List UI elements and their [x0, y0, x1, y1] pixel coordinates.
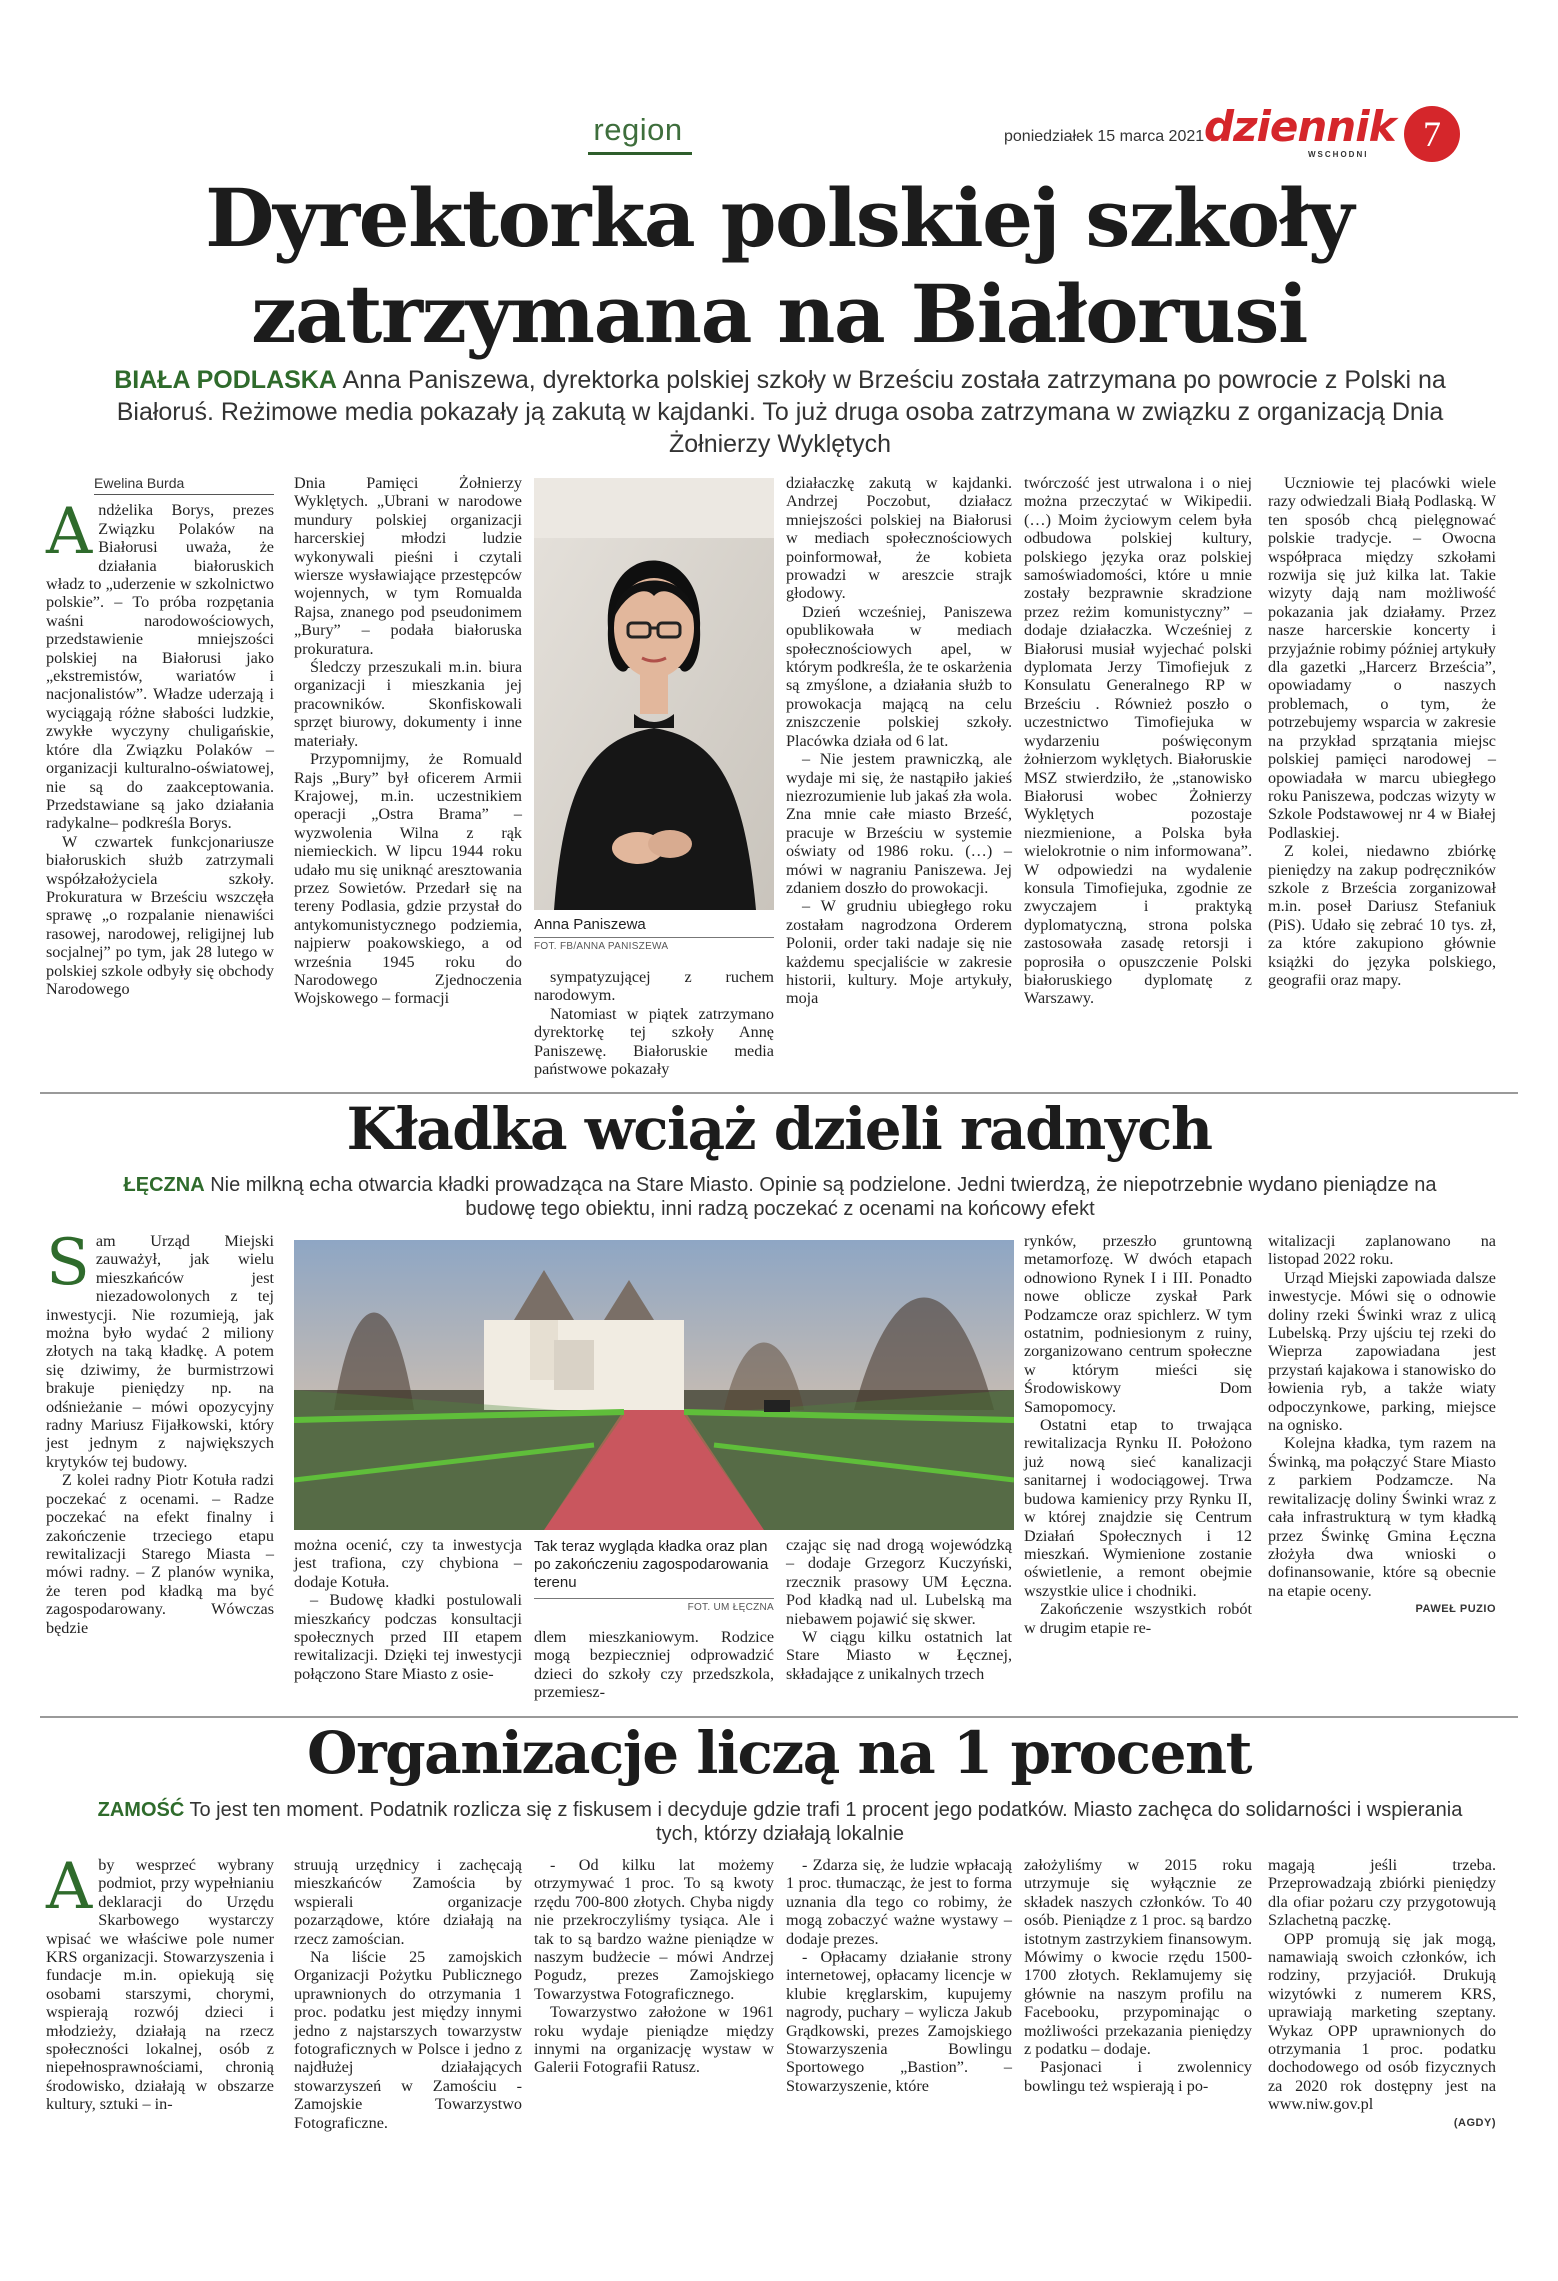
article1-paragraph: twórczość jest utrwalona i o niej można przeczytać w Wikipedii. (…) Moim życiowym celem była odbudowa polskiej kultury, polskiego języka oraz polskiej samoświadomości, które u mnie zostały bezprawnie skradzione przez reżim komunistyczny” – dodaje działaczka. Wcześniej z Białorusi musiał wyjechać polski dyplomata Jerzy Timofiejuk z Konsulatu Generalnego RP w Brześciu . Również poszło o uczestnictwo Timofiejuka w wydarzeniu poświęconym żołnierzom wyklętych. Białoruskie MSZ stwierdziło, że „stanowisko Białorusi wobec Żołnierzy Wyklętych pozostaje niezmienione, a Polska była wielokrotnie o nim informowana”. W odpowiedzi na wydalenie konsula Timofiejuka, zgodnie ze zwyczajem i praktyką dyplomatyczną, strona polska zastosowała zasadę retorsji i poprosiła o opuszczenie Polski białoruskiego dyplomatę z Warszawy.: [1024, 474, 1252, 1008]
article1-dropcap: A: [46, 495, 93, 570]
article3-paragraph: OPP promują się jak mogą, namawiają swoich członków, ich rodziny, przyjaciół. Drukują wizytówki z numerem KRS, uprawiają marketing szeptany. Wykaz OPP uprawnionych do otrzymania 1 proc. podatku dochodowego od osób fizycznych za 2020 rok dostępny jest na www.niw.gov.pl: [1268, 1929, 1496, 2114]
article3-column-5: [1024, 1856, 1252, 2095]
section-label: region: [593, 112, 683, 147]
article1-photo-credit: FOT. FB/ANNA PANISZEWA: [534, 941, 669, 952]
article1-paragraph: W czwartek funkcjonariusze białoruskich służb zatrzymali współzałożyciela szkoły. Prokuratura w Brześciu wszczęła sprawę „o rozpalanie nienawiści rasowej, narodowej, religijnej lub socjalnej” po tym, jak 28 lutego w polskiej szkole odbyły się obchody Narodowego: [46, 832, 274, 998]
article3-paragraph: Na liście 25 zamojskich Organizacji Pożytku Publicznego uprawnionych do otrzymania 1 proc. podatku jest między innymi jedno z najstarszych towarzystw fotograficznych w Polsce i jedno z najdłużej działających stowarzyszeń w Zamościu - Zamojskie Towarzystwo Fotograficzne.: [294, 1948, 522, 2132]
article1-lead-text: Anna Paniszewa, dyrektorka polskiej szkoły w Brześciu została zatrzymana po powrocie z Polski na Białoruś. Reżimowe media pokazały ją zakutą w kajdanki. To już druga osoba zatrzymana w związku z organizacją Dnia Żołnierzy Wyklętych: [116, 366, 1446, 458]
article1-paragraph: działaczkę zakutą w kajdanki. Andrzej Poczobut, działacz mniejszości polskiej na Białorusi w mediach społecznościowych poinformował, że kobieta prowadzi w areszcie strajk głodowy.: [786, 474, 1012, 603]
article1-photo: [534, 478, 774, 910]
article3-lead-place: ZAMOŚĆ: [97, 1799, 185, 1821]
article2-column-4: [786, 1536, 1012, 1683]
article1-paragraph: – Nie jestem prawniczką, ale wydaje mi się, że nastąpiło jakieś niezrozumienie lub jakaś zła wola. Zna mnie całe miasto Brześć, pracuje w Brześciu w systemie oświaty od 1986 roku. (…) – mówi w nagraniu Paniszewa. Jej zdaniem doszło do prowokacji.: [786, 750, 1012, 897]
article2-paragraph: W ciągu kilku ostatnich lat Stare Miasto w Łęcznej, składające z unikalnych trzech: [786, 1628, 1012, 1683]
article3-paragraph: - Od kilku lat możemy otrzymywać 1 proc. To są kwoty rzędu 700-800 złotych. Chyba nigdy nie przekroczyliśmy tysiąca. Ale i tak to są bardzo ważne pieniądze w naszym budżecie – mówi Andrzej Pogudz, prezes Zamojskiego Towarzystwa Fotograficznego.: [534, 1856, 774, 2003]
article2-column-1: [46, 1226, 274, 1637]
newspaper-logo[interactable]: [1204, 102, 1396, 160]
article2-paragraph: witalizacji zaplanowano na listopad 2022 roku.: [1268, 1232, 1496, 1269]
article2-paragraph: Zakończenie wszystkich robót w drugim etapie re-: [1024, 1600, 1252, 1637]
article2-paragraph: Kolejna kładka, tym razem na Świnką, ma połączyć Stare Miasto z parkiem Podzamcze. Na rewitalizację doliny Świnki wraz z cała infrastrukturą w tym kładką przez Świnkę Gmina Łęczna złożyła dwa wnioski o dofinansowanie, które są obecnie na etapie oceny.: [1268, 1434, 1496, 1600]
footbridge-photo-illustration: [294, 1240, 1014, 1530]
article2-column-2: [294, 1536, 522, 1683]
page-number-badge: 7: [1404, 106, 1460, 162]
article2-paragraph: Ostatni etap to trwająca rewitalizacja Rynku II. Położono już nową sieć kanalizacji sanitarnej i wodociągowej. Trwa budowa kamienicy przy Rynku II, w której znajdzie się Centrum Działań Społecznych i 12 mieszkań. Wymienione zostanie oświetlenie, a remont obejmie wszystkie ulice i chodniki.: [1024, 1416, 1252, 1600]
article1-column-3: [534, 968, 774, 1078]
logo-subtitle: WSCHODNI: [1308, 150, 1369, 159]
section-rule: [588, 152, 692, 155]
article3-paragraph: Pasjonaci i zwolennicy bowlingu też wspierają i po-: [1024, 2058, 1252, 2095]
article3-paragraph: - Opłacamy działanie strony internetowej, opłacamy licencje w klubie kręglarskim, kupujemy nagrody, puchary – wylicza Jakub Grądkowski, prezes Zamojskiego Stowarzyszenia Bowlingu Sportowego „Bastion”. – Stowarzyszenie, które: [786, 1948, 1012, 2095]
article2-headline: Kładka wciąż dzieli radnych: [346, 1095, 1212, 1163]
article2-dropcap: S: [46, 1226, 90, 1300]
article3-paragraph: założyliśmy w 2015 roku utrzymuje się wyłącznie ze składek naszych członków. To 40 osób. Pieniądze z 1 proc. są bardzo istotnym zastrzykiem finansowym. Mówimy o kwocie rzędu 1500-1700 złotych. Reklamujemy się głównie na naszym profilu na Facebooku, przypominając o możliwości przekazania pieniędzy z podatku – dodaje.: [1024, 1856, 1252, 2059]
article2-lead-place: ŁĘCZNA: [123, 1174, 205, 1196]
article2-column-3: [534, 1628, 774, 1702]
article1-column-6: [1268, 474, 1496, 989]
portrait-photo-illustration: [534, 478, 774, 910]
article1-paragraph: Śledczy przeszukali m.in. biura organizacji i mieszkania jej pracowników. Skonfiskowali sprzęt biurowy, dokumenty i inne materiały.: [294, 658, 522, 750]
article2-paragraph: Z kolei radny Piotr Kotuła radzi poczekać z ocenami. – Radze poczekać na efekt finalny i zakończenie trzeciego etapu rewitalizacji Starego Miasta – mówi radny. – Z planów wynika, że teren pod kładką ma być zagospodarowany. Wówczas będzie: [46, 1471, 274, 1637]
article1-paragraph: Uczniowie tej placówki wiele razy odwiedzali Białą Podlaską. W ten sposób chcą pielęgnować polskie tradycje. – Owocna współpraca między szkołami rozwija się już kilka lat. Takie wizyty dają nam możliwość pokazania jak działamy. Przez nasze harcerskie koncerty i przyjaźnie robimy później artykuły dla gazetki „Harcerz Brześcia”, opowiadamy o naszych problemach, o tym, że potrzebujemy wsparcia w zakresie na przykład sprzątania miejsc polskiej pamięci narodowej –opowiadała w marcu ubiegłego roku Paniszewa, podczas wizyty w Szkole Podstawowej nr 4 w Białej Podlaskiej.: [1268, 474, 1496, 842]
article3-dropcap: A: [46, 1850, 93, 1924]
article3-paragraph: - Zdarza się, że ludzie wpłacają 1 proc. tłumacząc, że jest to forma uznania dla tego co robimy, że mogą zobaczyć ważne wystawy – dodaje prezes.: [786, 1856, 1012, 1948]
article1-column-5: [1024, 474, 1252, 1008]
article2-photo-caption: Tak teraz wygląda kładka oraz plan po zakończeniu zagospodarowania terenu: [534, 1538, 769, 1591]
article2-paragraph: czając się nad drogą wojewódzką – dodaje Grzegorz Kuczyński, rzecznik prasowy UM Łęczna. Pod kładką nad ul. Lubelską ma niebawem pojawić się skwer.: [786, 1536, 1012, 1628]
article2-lead: [86, 1173, 1474, 1221]
article1-paragraph: ndżelika Borys, prezes Związku Polaków na Białorusi uważa, że działania białoruskich władz to „uderzenie w szkolnictwo polskie”. – To próba rozpętania waśni narodowościowych, przedstawienie mniejszości polskiej na Białorusi jako „ekstremistów, wariatów i nacjonalistów”. Władze uderzają i wyciągają różne słabości ludzkie, zwykłe wyczyny chuligańskie, które dla Związku Polaków – organizacji kulturalno-oświatowej, nie są do zaakceptowania. Przedstawiane są jako działania radykalne– podkreśla Borys.: [46, 501, 274, 833]
article2-paragraph: Urząd Miejski zapowiada dalsze inwestycje. Mówi się o odnowie doliny rzeki Świnki wraz z ulicą Lubelską. Przy ujściu tej rzeki do Wieprza zapowiadana jest przystań kajakowa i stanowisko do łowienia ryb, a także wiaty odpoczynkowe, parking, miejsce na ognisko.: [1268, 1268, 1496, 1435]
article1-paragraph: Natomiast w piątek zatrzymano dyrektorkę tej szkoły Annę Paniszewę. Białoruskie media państwowe pokazały: [534, 1004, 774, 1079]
article3-headline: Organizacje liczą na 1 procent: [307, 1719, 1251, 1787]
caption-rule: [534, 1598, 774, 1599]
article1-byline: Ewelina Burda: [94, 474, 274, 495]
article2-photo: [294, 1240, 1014, 1530]
article2-photo-credit: FOT. UM ŁĘCZNA: [687, 1602, 774, 1613]
article2-column-5: [1024, 1232, 1252, 1637]
article1-column-2: [294, 474, 522, 1008]
article1-paragraph: Dzień wcześniej, Paniszewa opublikowała w mediach społecznościowych apel, w którym podkreśla, że te oskarżenia są zmyślone, a działania służb to prowokacja mającą na celu zniszczenie polskiej szkoły. Placówka działa od 6 lat.: [786, 602, 1012, 750]
article3-column-2: [294, 1856, 522, 2132]
article1-lead-place: BIAŁA PODLASKA: [114, 366, 337, 394]
article1-paragraph: – W grudniu ubiegłego roku zostałam nagrodzona Orderem Polonii, order taki nadaje się nie każdemu specjaliście w zakresie historii, kultury. Moje artykuły, moja: [786, 897, 1012, 1008]
article3-paragraph: Towarzystwo założone w 1961 roku wydaje pieniądze między innymi na organizację wystaw w Galerii Fotografii Ratusz.: [534, 2003, 774, 2077]
article2-lead-text: Nie milkną echa otwarcia kładki prowadząca na Stare Miasto. Opinie są podzielone. Jedni twierdzą, że niepotrzebnie wydano pieniądze na budowę tego obiektu, inni radzą poczekać z ocenami na końcowy efekt: [210, 1174, 1437, 1220]
article3-column-4: [786, 1856, 1012, 2095]
article3-column-3: [534, 1856, 774, 2077]
caption-rule: [534, 937, 774, 938]
article3-column-6: [1268, 1856, 1496, 2132]
article2-paragraph: można ocenić, czy ta inwestycja jest trafiona, czy chybiona – dodaje Kotuła.: [294, 1536, 522, 1591]
article3-paragraph: magają jeśli trzeba. Przeprowadzają zbiórki pieniędzy dla ofiar pożaru czy przygotowują Szlachetną paczkę.: [1268, 1856, 1496, 1930]
article3-paragraph: struują urzędnicy i zachęcają mieszkańców Zamościa by wspierali organizacje pozarządowe, które działają na rzecz zamościan.: [294, 1856, 522, 1948]
article1-headline-line2: zatrzymana na Białorusi: [251, 267, 1307, 361]
issue-date: poniedziałek 15 marca 2021: [1004, 128, 1205, 145]
article1-lead: [86, 364, 1474, 460]
article1-paragraph: Dnia Pamięci Żołnierzy Wyklętych. „Ubrani w narodowe mundury polskiej organizacji harcerskiej młodzi ludzie wykonywali pieśni i czytali wiersze wysławiające przestępców wojennych, w tym Romualda Rajsa, znanego pod pseudonimem „Bury” – podała białoruska prokuratura.: [294, 474, 522, 658]
article1-column-4: [786, 474, 1012, 1008]
article2-paragraph: am Urząd Miejski zauważył, jak wielu mieszkańców jest niezadowolonych z tej inwestycji. Nie rozumieją, jak można było wydać 2 miliony złotych na taką kładkę. A potem się dziwimy, że burmistrzowi brakuje pieniędzy np. na odśnieżanie – mówi opozycyjny radny Mariusz Fijałkowski, który jest jednym z największych krytyków tej budowy.: [46, 1232, 274, 1471]
article1-headline-line1: Dyrektorka polskiej szkoły: [205, 171, 1353, 265]
article1-paragraph: Przypomnijmy, że Romuald Rajs „Bury” był oficerem Armii Krajowej, m.in. uczestnikiem operacji „Ostra Brama” – wyzwolenia Wilna z rąk niemieckich. W lipcu 1944 roku udało mu się uniknąć aresztowania przez Sowietów. Przedarł się na tereny Podlasia, gdzie przystał do antykomunistycznego podziemia, najpierw poakowskiego, a od września 1945 roku do Narodowego Zjednoczenia Wojskowego – formacji: [294, 750, 522, 1008]
article1-photo-caption: Anna Paniszewa: [534, 916, 646, 933]
article3-signature: (AGDY): [1453, 2116, 1496, 2129]
article1-column-1: [46, 474, 274, 998]
article1-headline: [40, 170, 1518, 362]
article3-column-1: [46, 1850, 274, 2114]
article1-paragraph: sympatyzującej z ruchem narodowym.: [534, 968, 774, 1005]
article3-lead: [86, 1798, 1474, 1846]
article2-paragraph: rynków, przeszło gruntowną metamorfozę. W dwóch etapach odnowiono Rynek I i III. Ponadto nowe oblicze zyskał Park Podzamcze oraz spichlerz. W tym ostatnim, podniesionym z ruiny, zorganizowano centrum społeczne w którym mieści się Środowiskowy Dom Samopomocy.: [1024, 1232, 1252, 1416]
logo-wordmark: dziennik: [1204, 102, 1396, 151]
article2-paragraph: – Budowę kładki postulowali mieszkańcy podczas konsultacji społecznych przed III etapem rewitalizacji. Dzięki tej inwestycji połączono Stare Miasto z osie-: [294, 1591, 522, 1683]
article1-paragraph: Z kolei, niedawno zbiórkę pieniędzy na zakup podręczników szkole z Brześcia zorganizował m.in. poseł Dariusz Stefaniuk (PiS). Udało się zebrać 10 tys. zł, za które zakupiono głównie książki do języka polskiego, geografii oraz mapy.: [1268, 842, 1496, 989]
article2-paragraph: dlem mieszkaniowym. Rodzice mogą bezpieczniej odprowadzić dzieci do szkoły czy przedszkola, przemiesz-: [534, 1628, 774, 1702]
article2-column-6: [1268, 1232, 1496, 1619]
article2-signature: PAWEŁ PUZIO: [1415, 1603, 1496, 1616]
article3-lead-text: To jest ten moment. Podatnik rozlicza się z fiskusem i decyduje gdzie trafi 1 procent jego podatków. Miasto zachęca do solidarności i wspierania tych, którzy działają lokalnie: [189, 1799, 1463, 1845]
article3-paragraph: by wesprzeć wybrany podmiot, przy wypełnianiu deklaracji do Urzędu Skarbowego wystarczy wpisać we właściwe pole numer KRS organizacji. Stowarzyszenia i fundacje m.in. opiekują się osobami starszymi, chorymi, wspierają rozwój dzieci i młodzieży, działają na rzecz społeczności lokalnej, osób z niepełnosprawnościami, chronią środowisko, działają w obszarze kultury, sztuki – in-: [46, 1856, 274, 2114]
